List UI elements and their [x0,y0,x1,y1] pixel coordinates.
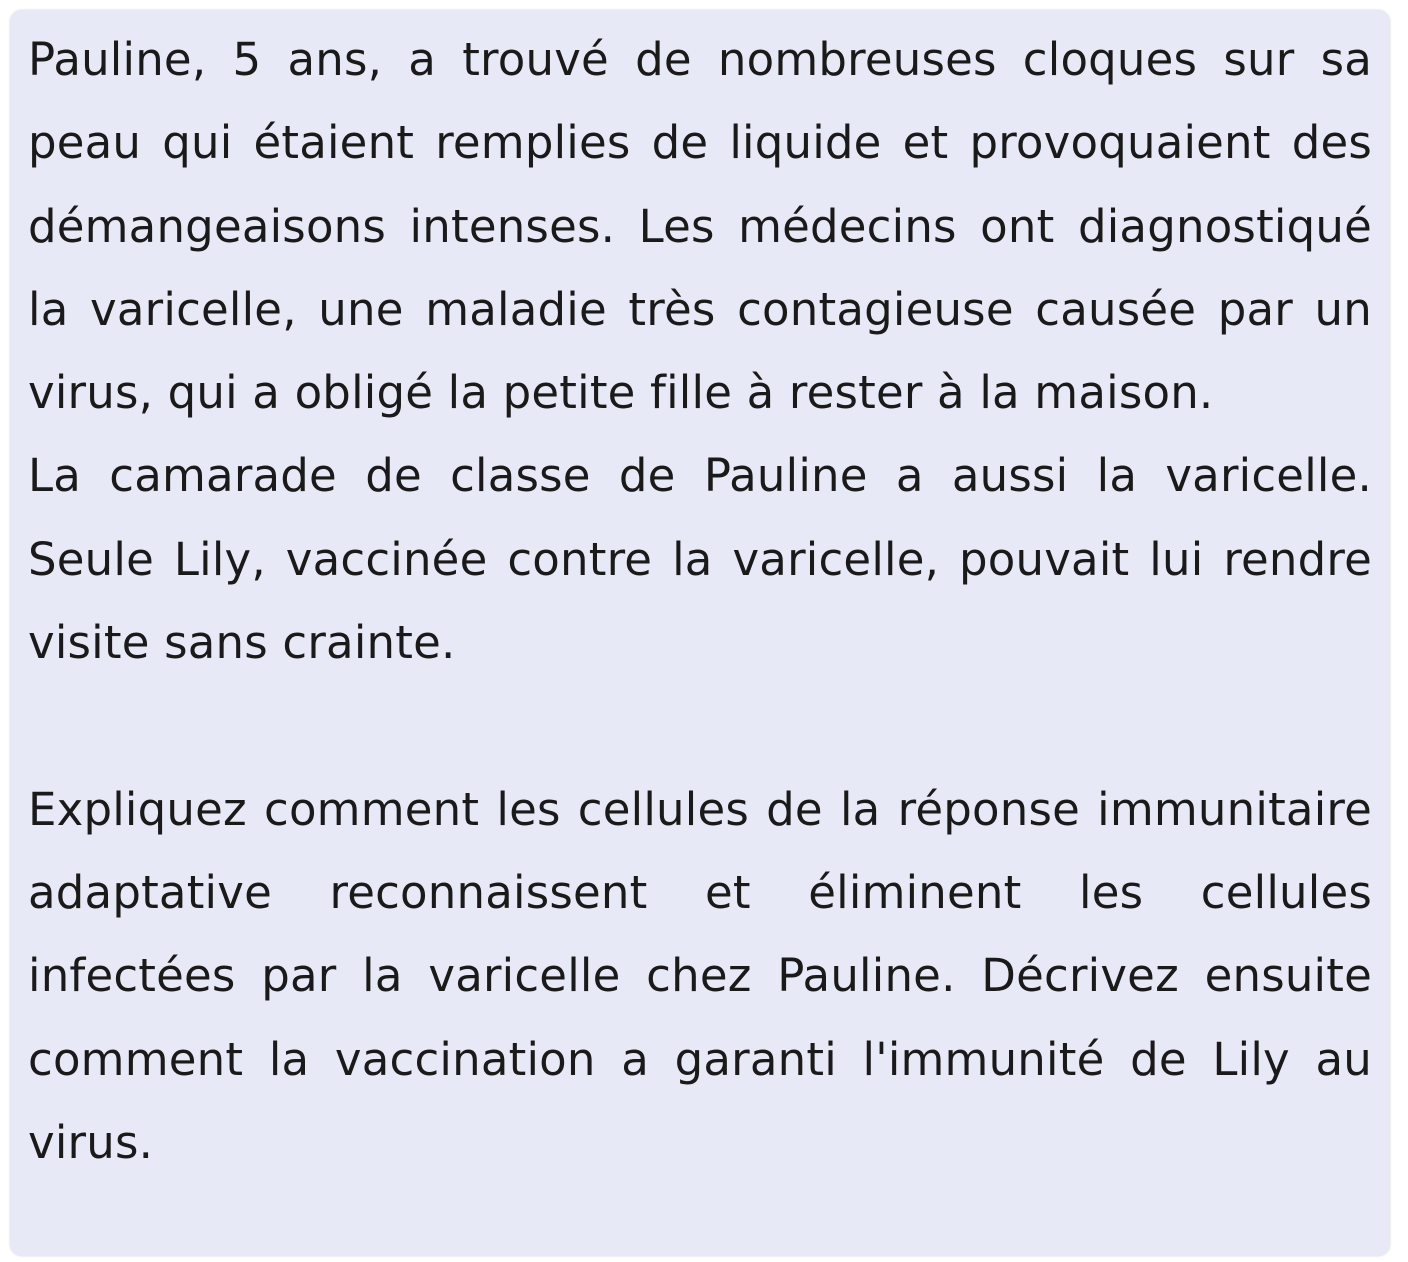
scenario-paragraph-2: La camarade de classe de Pauline a aussi la varicelle. Seule Lily, vaccinée contre la varicelle, pouvait lui rendre visite sans crainte. [28,449,1372,670]
paragraph-spacer [28,684,1372,767]
text-card [10,10,1390,1256]
scenario-paragraph-1: Pauline, 5 ans, a trouvé de nombreuses cloques sur sa peau qui étaient remplies de liquide et provoquaient des démangeaisons intenses. Les médecins ont diagnostiqué la varicelle, une maladie très contagieuse causée par un virus, qui a obligé la petite fille à rester à la maison. [28,33,1372,420]
question-paragraph: Expliquez comment les cellules de la réponse immunitaire adaptative reconnaissent et éliminent les cellules infectées par la varicelle chez Pauline. Décrivez ensuite comment la vaccination a garanti l'immunité de Lily au virus. [28,782,1372,1169]
